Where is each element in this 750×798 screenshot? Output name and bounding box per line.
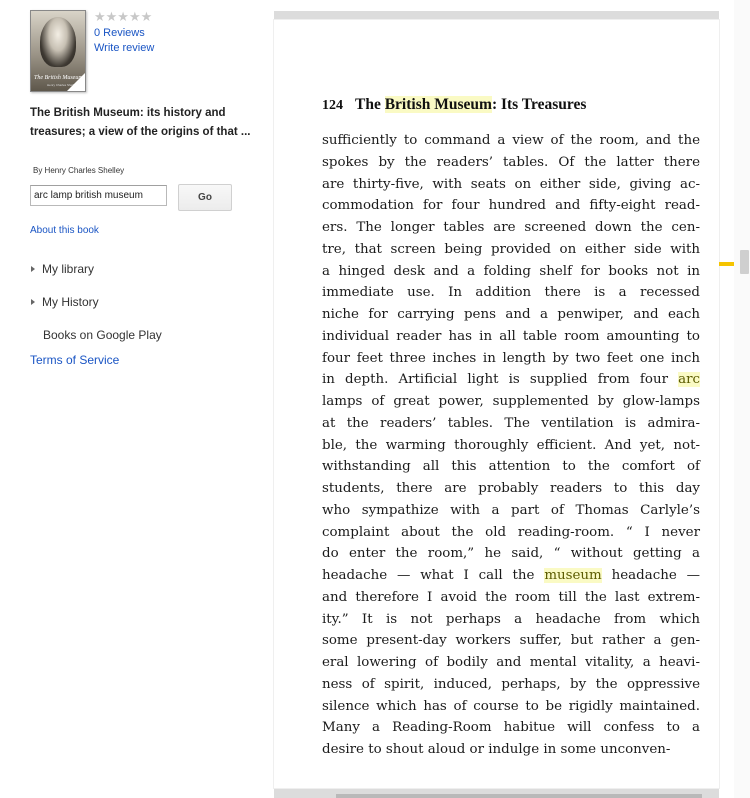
sidebar-item-label: Books on Google Play [43,328,162,342]
about-this-book-link[interactable]: About this book [30,225,99,236]
text-line [322,500,700,522]
sidebar [0,0,262,798]
vertical-scrollbar-thumb[interactable] [740,250,749,274]
text-segment: complaint about the old reading-room. “ I never [322,524,700,540]
book-author: By Henry Charles Shelley [33,166,125,175]
text-segment: ity.” It is not perhaps a headache from which [322,611,700,627]
book-title: The British Museum: its history and treasures; a view of the origins of that ... [30,107,251,138]
text-line [322,130,700,152]
text-segment: immediate use. In addition there is a recessed [322,285,700,301]
text-segment: withstanding all this attention to the comfort of [322,459,700,475]
text-segment: headache — [601,568,700,583]
sidebar-item-my-library[interactable] [31,262,94,276]
text-segment: ble, the warming thoroughly efficient. And yet, not- [322,437,700,453]
cover-title-text: The British Museum [34,75,83,81]
sidebar-item-my-history[interactable] [31,295,99,309]
text-segment: who sympathize with a part of Thomas Carlyle’s [322,502,700,518]
text-segment: sufficiently to command a view of the room, and the [322,133,700,148]
text-segment: do enter the room,” he said, “ without getting a [322,546,700,562]
cover-portrait-image [40,17,76,67]
text-line [322,696,700,718]
sidebar-item-books-on-google-play[interactable] [43,328,162,342]
text-segment: desire to shout aloud or indulge in some unconven- [322,742,671,757]
text-segment: are thirty-five, with seats on either side, giving ac- [322,176,700,192]
text-line [322,195,700,217]
text-line [322,609,700,631]
text-line [322,239,700,261]
terms-of-service-link[interactable]: Terms of Service [30,353,120,367]
search-highlight: museum [544,568,602,583]
text-line [322,369,700,391]
text-segment: spokes by the readers’ tables. Of the latter there [322,154,700,170]
expand-triangle-icon [31,299,35,305]
text-segment: lamps of great power, supplemented by glow-lamps [322,394,700,409]
text-line [322,674,700,696]
expand-triangle-icon [31,266,35,272]
text-line [322,391,700,413]
page-header [322,96,702,120]
search-highlight: arc [678,372,700,388]
text-segment: in depth. Artificial light is supplied from four [322,372,679,388]
vertical-scrollbar-track[interactable] [734,0,750,798]
text-segment: niche for carrying pens and a penwiper, and each [322,307,700,322]
text-segment: commodation for four hundred and fifty-eight read- [322,198,700,214]
text-segment: silence which has of course to be rigidly maintained. [322,698,700,714]
text-line [322,304,700,326]
search-hit-marker[interactable] [719,262,734,266]
write-review-link[interactable]: Write review [94,42,155,54]
text-line [322,630,700,652]
page-curl-icon [67,73,85,91]
text-line [322,652,700,674]
text-segment: Many a Reading-Room habitue will confess to a [322,720,700,736]
text-segment: some present-day workers suffer, but rather a gen- [322,633,700,649]
text-line [322,152,700,174]
horizontal-scrollbar[interactable] [336,794,702,798]
text-segment: eral lowering of bodily and mental vitality, a heavi- [322,655,700,670]
text-line [322,413,700,435]
text-line [322,348,700,370]
text-segment: four feet three inches in length by two feet one inch [322,350,700,366]
text-segment: a hinged desk and a folding shelf for books not in [322,263,700,279]
text-line [322,717,700,739]
page-title-highlight: British Museum [384,96,492,113]
text-line [322,435,700,457]
text-line [322,456,700,478]
search-in-book-input[interactable] [30,185,167,206]
page-text [322,130,700,761]
text-segment: tre, that screen being provided on either side with [322,241,700,257]
rating-stars-icon[interactable]: ★★★★★ [94,9,153,24]
text-line [322,543,700,565]
text-line [322,565,700,587]
text-segment: at the readers’ tables. The ventilation is admira- [322,415,700,431]
text-segment: students, there are probably readers to this day [322,481,700,496]
text-segment: ness of spirit, induced, perhaps, by the oppressive [322,676,700,692]
page-title-pre: The [355,96,385,113]
text-line [322,282,700,304]
text-line [322,478,700,500]
text-segment: individual reader has in all table room amounting to [322,328,700,344]
text-line [322,217,700,239]
text-segment: headache — what I call the [322,568,545,583]
text-line [322,739,700,761]
text-line [322,587,700,609]
sidebar-item-label: My History [42,295,99,309]
text-line [322,174,700,196]
sidebar-item-label: My library [42,262,95,276]
reviews-link[interactable]: 0 Reviews [94,27,145,39]
text-segment: and therefore I avoid the room till the last extrem- [322,589,700,605]
text-line [322,261,700,283]
page-number: 124 [322,98,343,113]
go-button[interactable]: Go [178,184,232,211]
page-title-post: : Its Treasures [491,96,587,113]
text-line [322,326,700,348]
previous-page-edge [274,11,719,20]
text-segment: ers. The longer tables are screened down the cen- [322,220,700,235]
text-line [322,522,700,544]
book-cover-thumbnail[interactable] [30,10,86,92]
cover-subtitle-text: Henry Charles Shelley [47,83,77,87]
